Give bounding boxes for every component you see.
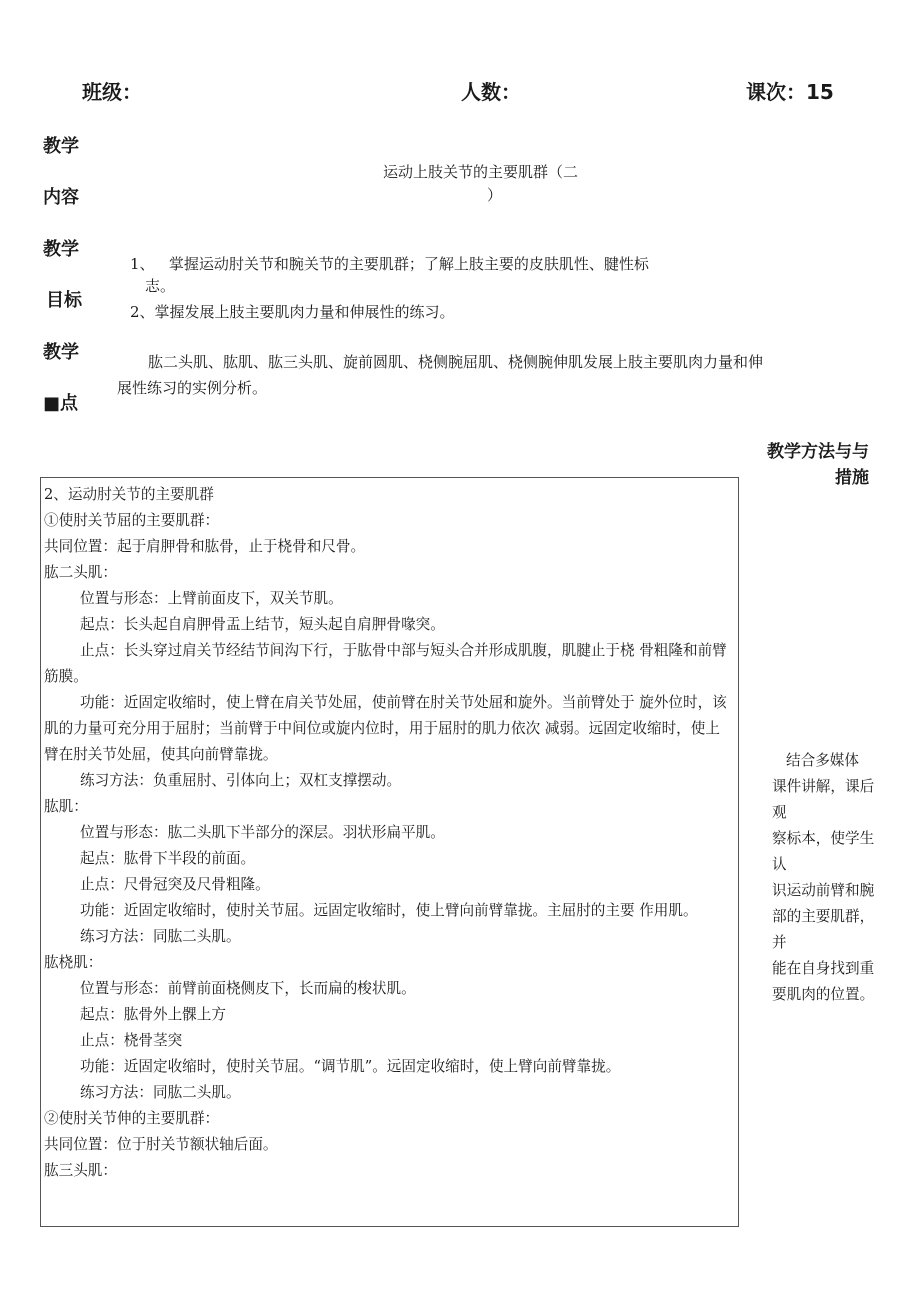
subsection-heading: ②使肘关节伸的主要肌群： bbox=[44, 1110, 220, 1127]
muscle-detail: 功能：近固定收缩时，使肘关节屈。“调节肌”。远固定收缩时，使上臂向前臂靠拢。 bbox=[80, 1058, 621, 1075]
muscle-detail: 止点：尺骨冠突及尺骨粗隆。 bbox=[80, 876, 270, 893]
methods-heading-line-1: 教学方法与与 bbox=[767, 442, 869, 462]
muscle-detail: 练习方法：同肱二头肌。 bbox=[80, 1084, 241, 1101]
methods-note bbox=[772, 748, 887, 1008]
methods-heading bbox=[745, 439, 869, 491]
goal-1-line-1: 1、 掌握运动肘关节和腕关节的主要肌群；了解上肢主要的皮肤肌性、腱性标 bbox=[130, 255, 649, 273]
muscle-detail: 功能：近固定收缩时，使肘关节屈。远固定收缩时，使上臂向前臂靠拢。主屈肘的主要 作用肌。 bbox=[80, 902, 698, 919]
muscle-detail: 起点：肱骨下半段的前面。 bbox=[80, 850, 256, 867]
key-text-line-2: 展性练习的实例分析。 bbox=[117, 379, 268, 397]
muscle-detail: 位置与形态：肱二头肌下半部分的深层。羽状形扁平肌。 bbox=[80, 824, 445, 841]
muscle-name: 肱桡肌： bbox=[44, 954, 103, 971]
muscle-name: 肱三头肌： bbox=[44, 1162, 117, 1179]
class-label: 班级： bbox=[82, 80, 142, 104]
goal-2: 2、掌握发展上肢主要肌肉力量和伸展性的练习。 bbox=[130, 303, 455, 321]
content-label-2: 内容 bbox=[43, 187, 79, 208]
methods-note-line: 识运动前臂和腕 bbox=[772, 882, 875, 899]
common-position: 共同位置：位于肘关节额状轴后面。 bbox=[44, 1136, 278, 1153]
key-text-line-1: 肱二头肌、肱肌、肱三头肌、旋前圆肌、桡侧腕屈肌、桡侧腕伸肌发展上肢主要肌肉力量和伸 bbox=[148, 353, 764, 371]
subsection-heading: ①使肘关节屈的主要肌群： bbox=[44, 512, 220, 529]
muscle-detail: 起点：肱骨外上髁上方 bbox=[80, 1006, 226, 1023]
content-text-line-1: 运动上肢关节的主要肌群（二 bbox=[383, 163, 579, 181]
count-label: 人数： bbox=[461, 80, 521, 104]
methods-note-line: 课件讲解，课后观 bbox=[772, 778, 875, 821]
methods-note-line: 察标本，使学生认 bbox=[772, 830, 875, 873]
content-label-1: 教学 bbox=[43, 136, 79, 157]
muscle-detail: 止点：桡骨茎突 bbox=[80, 1032, 183, 1049]
goals-label-2: 目标 bbox=[46, 290, 82, 311]
lesson-label: 课次：15 bbox=[746, 80, 834, 104]
muscle-name: 肱肌： bbox=[44, 798, 88, 815]
muscle-detail: 练习方法：负重屈肘、引体向上；双杠支撑摆动。 bbox=[80, 772, 402, 789]
muscle-name: 肱二头肌： bbox=[44, 564, 117, 581]
methods-heading-line-2: 措施 bbox=[835, 468, 869, 488]
methods-note-line: 要肌肉的位置。 bbox=[772, 986, 875, 1003]
key-label-1: 教学 bbox=[43, 342, 79, 363]
content-text-line-2: ） bbox=[487, 186, 503, 204]
muscle-detail: 起点：长头起自肩胛骨盂上结节，短头起自肩胛骨喙突。 bbox=[80, 616, 445, 633]
muscle-detail: 功能：近固定收缩时，使上臂在肩关节处屈，使前臂在肘关节处屈和旋外。当前臂处于 旋外位时，该肌的力量可充分用于屈肘；当前臂于中间位或旋内位时，用于屈肘的肌力依次 减弱。远固定收缩时，使上臂在肘关节处屈，使其向前臂靠拢。 bbox=[44, 694, 727, 763]
main-content-box bbox=[40, 477, 739, 1227]
common-position: 共同位置：起于肩胛骨和肱骨，止于桡骨和尺骨。 bbox=[44, 538, 366, 555]
section-heading: 2、运动肘关节的主要肌群 bbox=[44, 486, 214, 503]
methods-note-line: 能在自身找到重 bbox=[772, 960, 875, 977]
muscle-detail: 位置与形态：上臂前面皮下，双关节肌。 bbox=[80, 590, 343, 607]
methods-note-line: 部的主要肌群，并 bbox=[772, 908, 875, 951]
muscle-detail: 位置与形态：前臂前面桡侧皮下，长而扁的梭状肌。 bbox=[80, 980, 416, 997]
muscle-detail: 练习方法：同肱二头肌。 bbox=[80, 928, 241, 945]
muscle-detail: 止点：长头穿过肩关节经结节间沟下行，于肱骨中部与短头合并形成肌腹，肌腱止于桡 骨粗隆和前臂筋膜。 bbox=[44, 642, 727, 685]
goals-label-1: 教学 bbox=[43, 239, 79, 260]
goal-1-line-2: 志。 bbox=[145, 277, 176, 295]
key-label-2: ■点 bbox=[43, 393, 79, 414]
methods-note-line: 结合多媒体 bbox=[786, 752, 859, 769]
